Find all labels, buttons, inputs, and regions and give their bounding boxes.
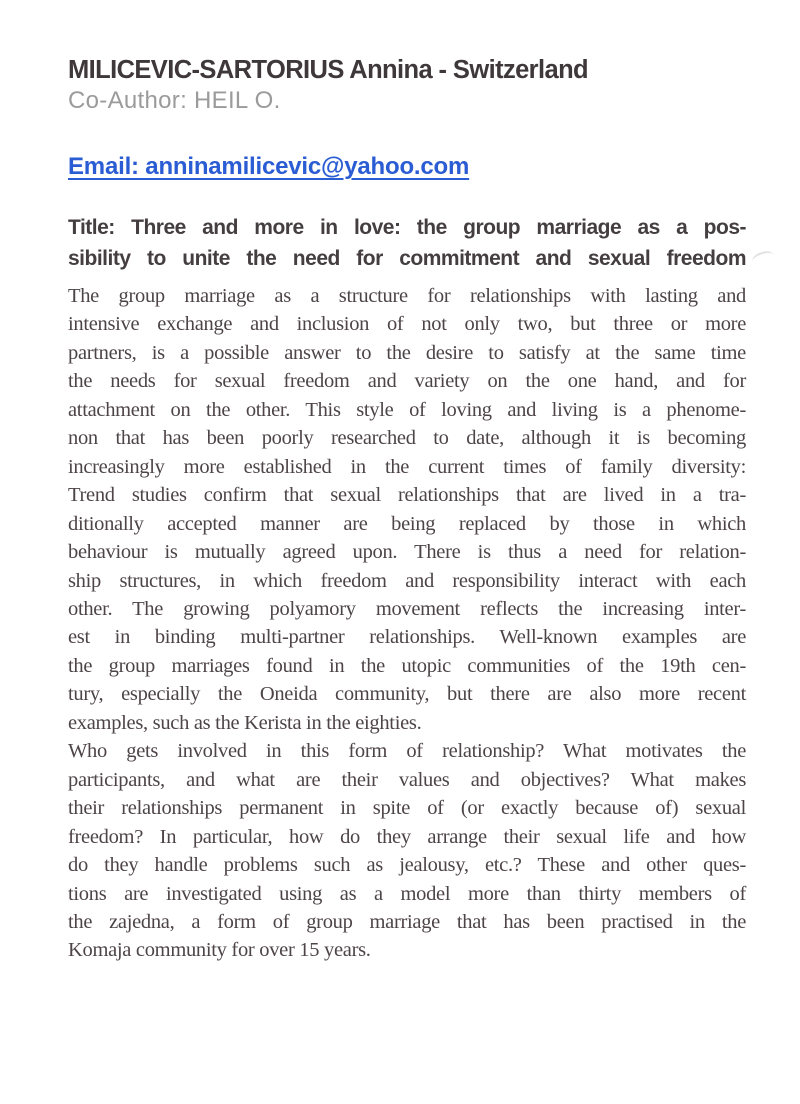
body-line: ship structures, in which freedom and responsibility interact with each — [68, 569, 746, 592]
body-line: increasingly more established in the current times of family diversity: — [68, 455, 746, 478]
body-line: tury, especially the Oneida community, but there are also more recent — [68, 683, 746, 706]
body-line: ditionally accepted manner are being replaced by those in which — [68, 512, 746, 535]
author-heading: MILICEVIC-SARTORIUS Annina - Switzerland — [68, 56, 589, 84]
body-line: participants, and what are their values and objectives? What makes — [68, 768, 746, 791]
body-line: The group marriage as a structure for relationships with lasting and — [68, 285, 746, 307]
body-line: behaviour is mutually agreed upon. There is thus a need for relation- — [68, 541, 746, 564]
page-content — [68, 0, 746, 965]
body-line: Who gets involved in this form of relationship? What motivates the — [68, 740, 746, 763]
scan-artifact — [751, 249, 776, 267]
body-line: the needs for sexual freedom and variety on the one hand, and for — [68, 370, 746, 393]
body-line: intensive exchange and inclusion of not only two, but three or more — [68, 313, 746, 336]
abstract-body — [68, 282, 746, 965]
email-row — [68, 152, 746, 182]
body-line: other. The growing polyamory movement reflects the increasing inter- — [68, 597, 746, 620]
body-line: examples, such as the Kerista in the eighties. — [68, 711, 422, 734]
body-line: non that has been poorly researched to date, although it is becoming — [68, 427, 746, 450]
body-line: do they handle problems such as jealousy, etc.? These and other ques- — [68, 854, 746, 877]
body-line: their relationships permanent in spite of (or exactly because of) sexual — [68, 797, 746, 820]
title-line: sibility to unite the need for commitment and sexual freedom — [68, 247, 746, 270]
body-line: Trend studies confirm that sexual relationships that are lived in a tra- — [68, 484, 746, 507]
title-line: Title: Three and more in love: the group marriage as a pos- — [68, 216, 746, 239]
email-link[interactable]: Email: anninamilicevic@yahoo.com — [68, 153, 470, 180]
body-line: attachment on the other. This style of loving and living is a phenome- — [68, 398, 746, 421]
body-line: the zajedna, a form of group marriage that has been practised in the — [68, 910, 746, 933]
body-line: est in binding multi-partner relationships. Well-known examples are — [68, 626, 746, 649]
body-line: tions are investigated using as a model more than thirty members of — [68, 882, 746, 905]
body-line: the group marriages found in the utopic communities of the 19th cen- — [68, 654, 746, 677]
body-line: partners, is a possible answer to the desire to satisfy at the same time — [68, 341, 746, 364]
abstract-title — [68, 212, 746, 274]
co-author-line: Co-Author: HEIL O. — [68, 87, 281, 114]
body-line: freedom? In particular, how do they arrange their sexual life and how — [68, 825, 746, 848]
body-line: Komaja community for over 15 years. — [68, 939, 371, 962]
